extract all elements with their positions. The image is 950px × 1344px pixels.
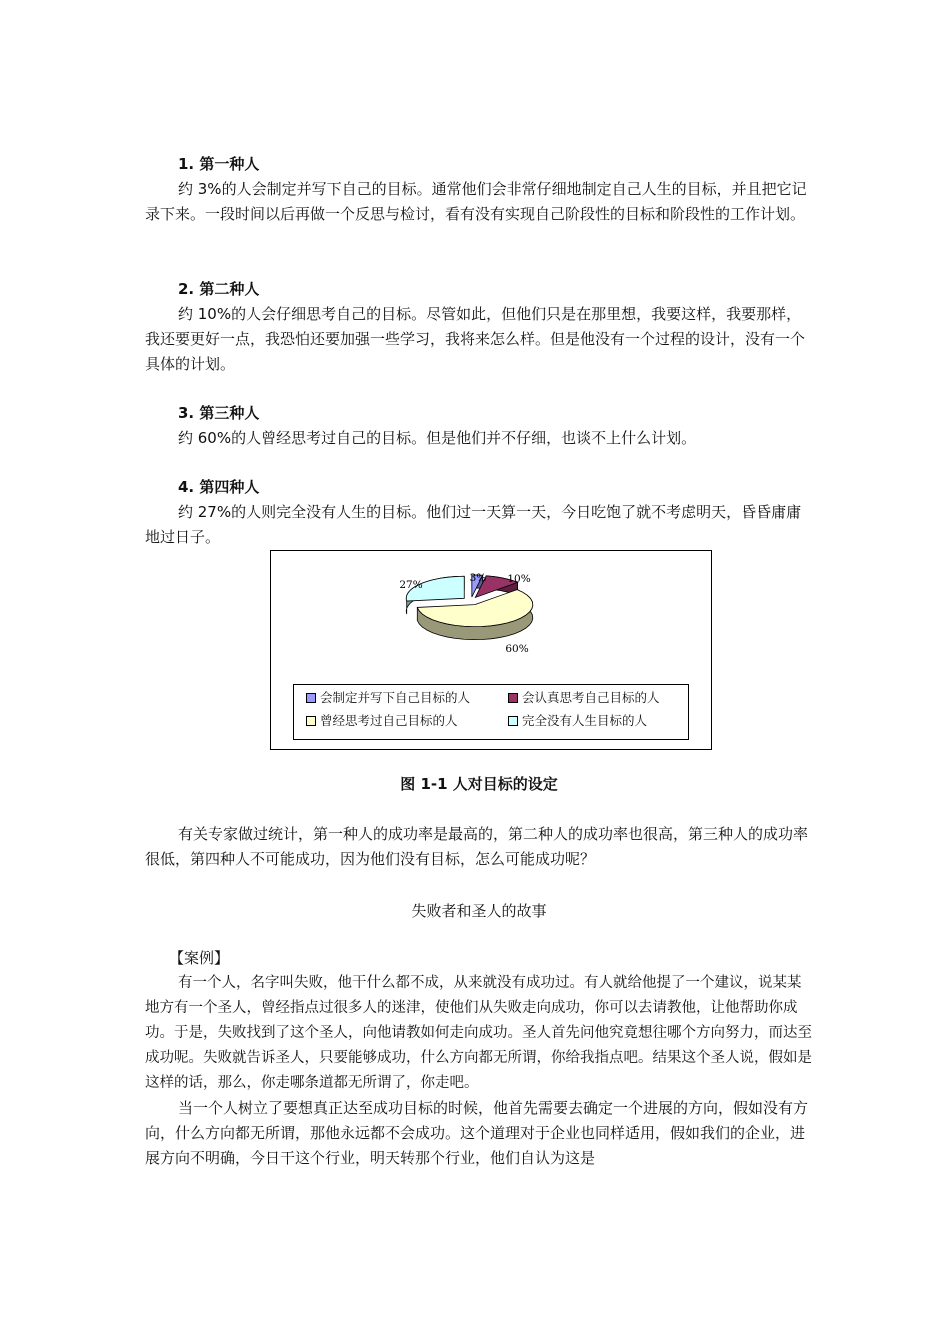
legend-label: 完全没有人生目标的人	[522, 713, 648, 728]
section-heading: 1. 第一种人	[178, 155, 260, 173]
case-label: 【案例】	[169, 949, 230, 967]
legend-label: 会制定并写下自己目标的人	[320, 690, 471, 705]
legend-swatch	[508, 693, 518, 703]
section-body: 约 60%的人曾经思考过自己的目标。但是他们并不仔细，也谈不上什么计划。	[178, 429, 697, 447]
pie-chart-plot	[271, 551, 711, 681]
section-body: 约 27%的人则完全没有人生的目标。他们过一天算一天，今日吃饱了就不考虑明天，昏昏庸庸地过日子。	[145, 503, 802, 546]
legend-swatch	[508, 716, 518, 726]
legend-label: 会认真思考自己目标的人	[522, 690, 660, 705]
pie-data-label: 27%	[399, 579, 423, 591]
pie-data-label: 60%	[505, 643, 529, 655]
section-body: 约 3%的人会制定并写下自己的目标。通常他们会非常仔细地制定自己人生的目标，并且把它记录下来。一段时间以后再做一个反思与检讨，看有没有实现自己阶段性的目标和阶段性的工作计划。	[145, 180, 807, 223]
summary-text: 有关专家做过统计，第一种人的成功率是最高的，第二种人的成功率也很高，第三种人的成功率很低，第四种人不可能成功，因为他们没有目标，怎么可能成功呢？	[145, 825, 809, 868]
legend-swatch	[306, 716, 316, 726]
case-text: 有一个人，名字叫失败，他干什么都不成，从来就没有成功过。有人就给他提了一个建议，说某某地方有一个圣人，曾经指点过很多人的迷津，使他们从失败走向成功，你可以去请教他，让他帮助你成功。于是，失败找到了这个圣人，向他请教如何走向成功。圣人首先问他究竟想往哪个方向努力，而达至成功呢。失败就告诉圣人，只要能够成功，什么方向都无所谓，你给我指点吧。结果这个圣人说，假如是这样的话，那么，你走哪条道都无所谓了，你走吧。	[145, 975, 812, 1091]
legend-item	[306, 688, 470, 708]
section-2	[145, 277, 813, 377]
pie-data-label: 3%	[469, 572, 487, 584]
summary-paragraph	[145, 822, 813, 872]
story-title-text: 失败者和圣人的故事	[411, 902, 547, 920]
section-heading: 3. 第三种人	[178, 404, 260, 422]
section-body: 约 10%的人会仔细思考自己的目标。尽管如此，但他们只是在那里想，我要这样，我要那样，我还要更好一点，我恐怕还要加强一些学习，我将来怎么样。但是他没有一个过程的设计，没有一个具体的计划。	[145, 305, 806, 373]
pie-data-label: 10%	[507, 573, 531, 585]
pie-chart	[270, 550, 712, 750]
closing-text: 当一个人树立了要想真正达至成功目标的时候，他首先需要去确定一个进展的方向，假如没有方向，什么方向都无所谓，那他永远都不会成功。这个道理对于企业也同样适用，假如我们的企业，进展方向不明确，今日干这个行业，明天转那个行业，他们自认为这是	[145, 1099, 809, 1167]
legend-item	[306, 711, 458, 731]
legend-swatch	[306, 693, 316, 703]
figure-caption: 图 1-1 人对目标的设定	[400, 775, 558, 793]
section-1	[145, 152, 813, 227]
chart-legend	[293, 684, 689, 740]
section-4	[145, 475, 813, 550]
story-title	[145, 899, 813, 924]
section-3	[145, 401, 813, 451]
legend-item	[508, 711, 647, 731]
section-heading: 4. 第四种人	[178, 478, 260, 496]
case-block	[145, 946, 813, 1171]
legend-item	[508, 688, 660, 708]
legend-label: 曾经思考过自己目标的人	[320, 713, 458, 728]
section-heading: 2. 第二种人	[178, 280, 260, 298]
